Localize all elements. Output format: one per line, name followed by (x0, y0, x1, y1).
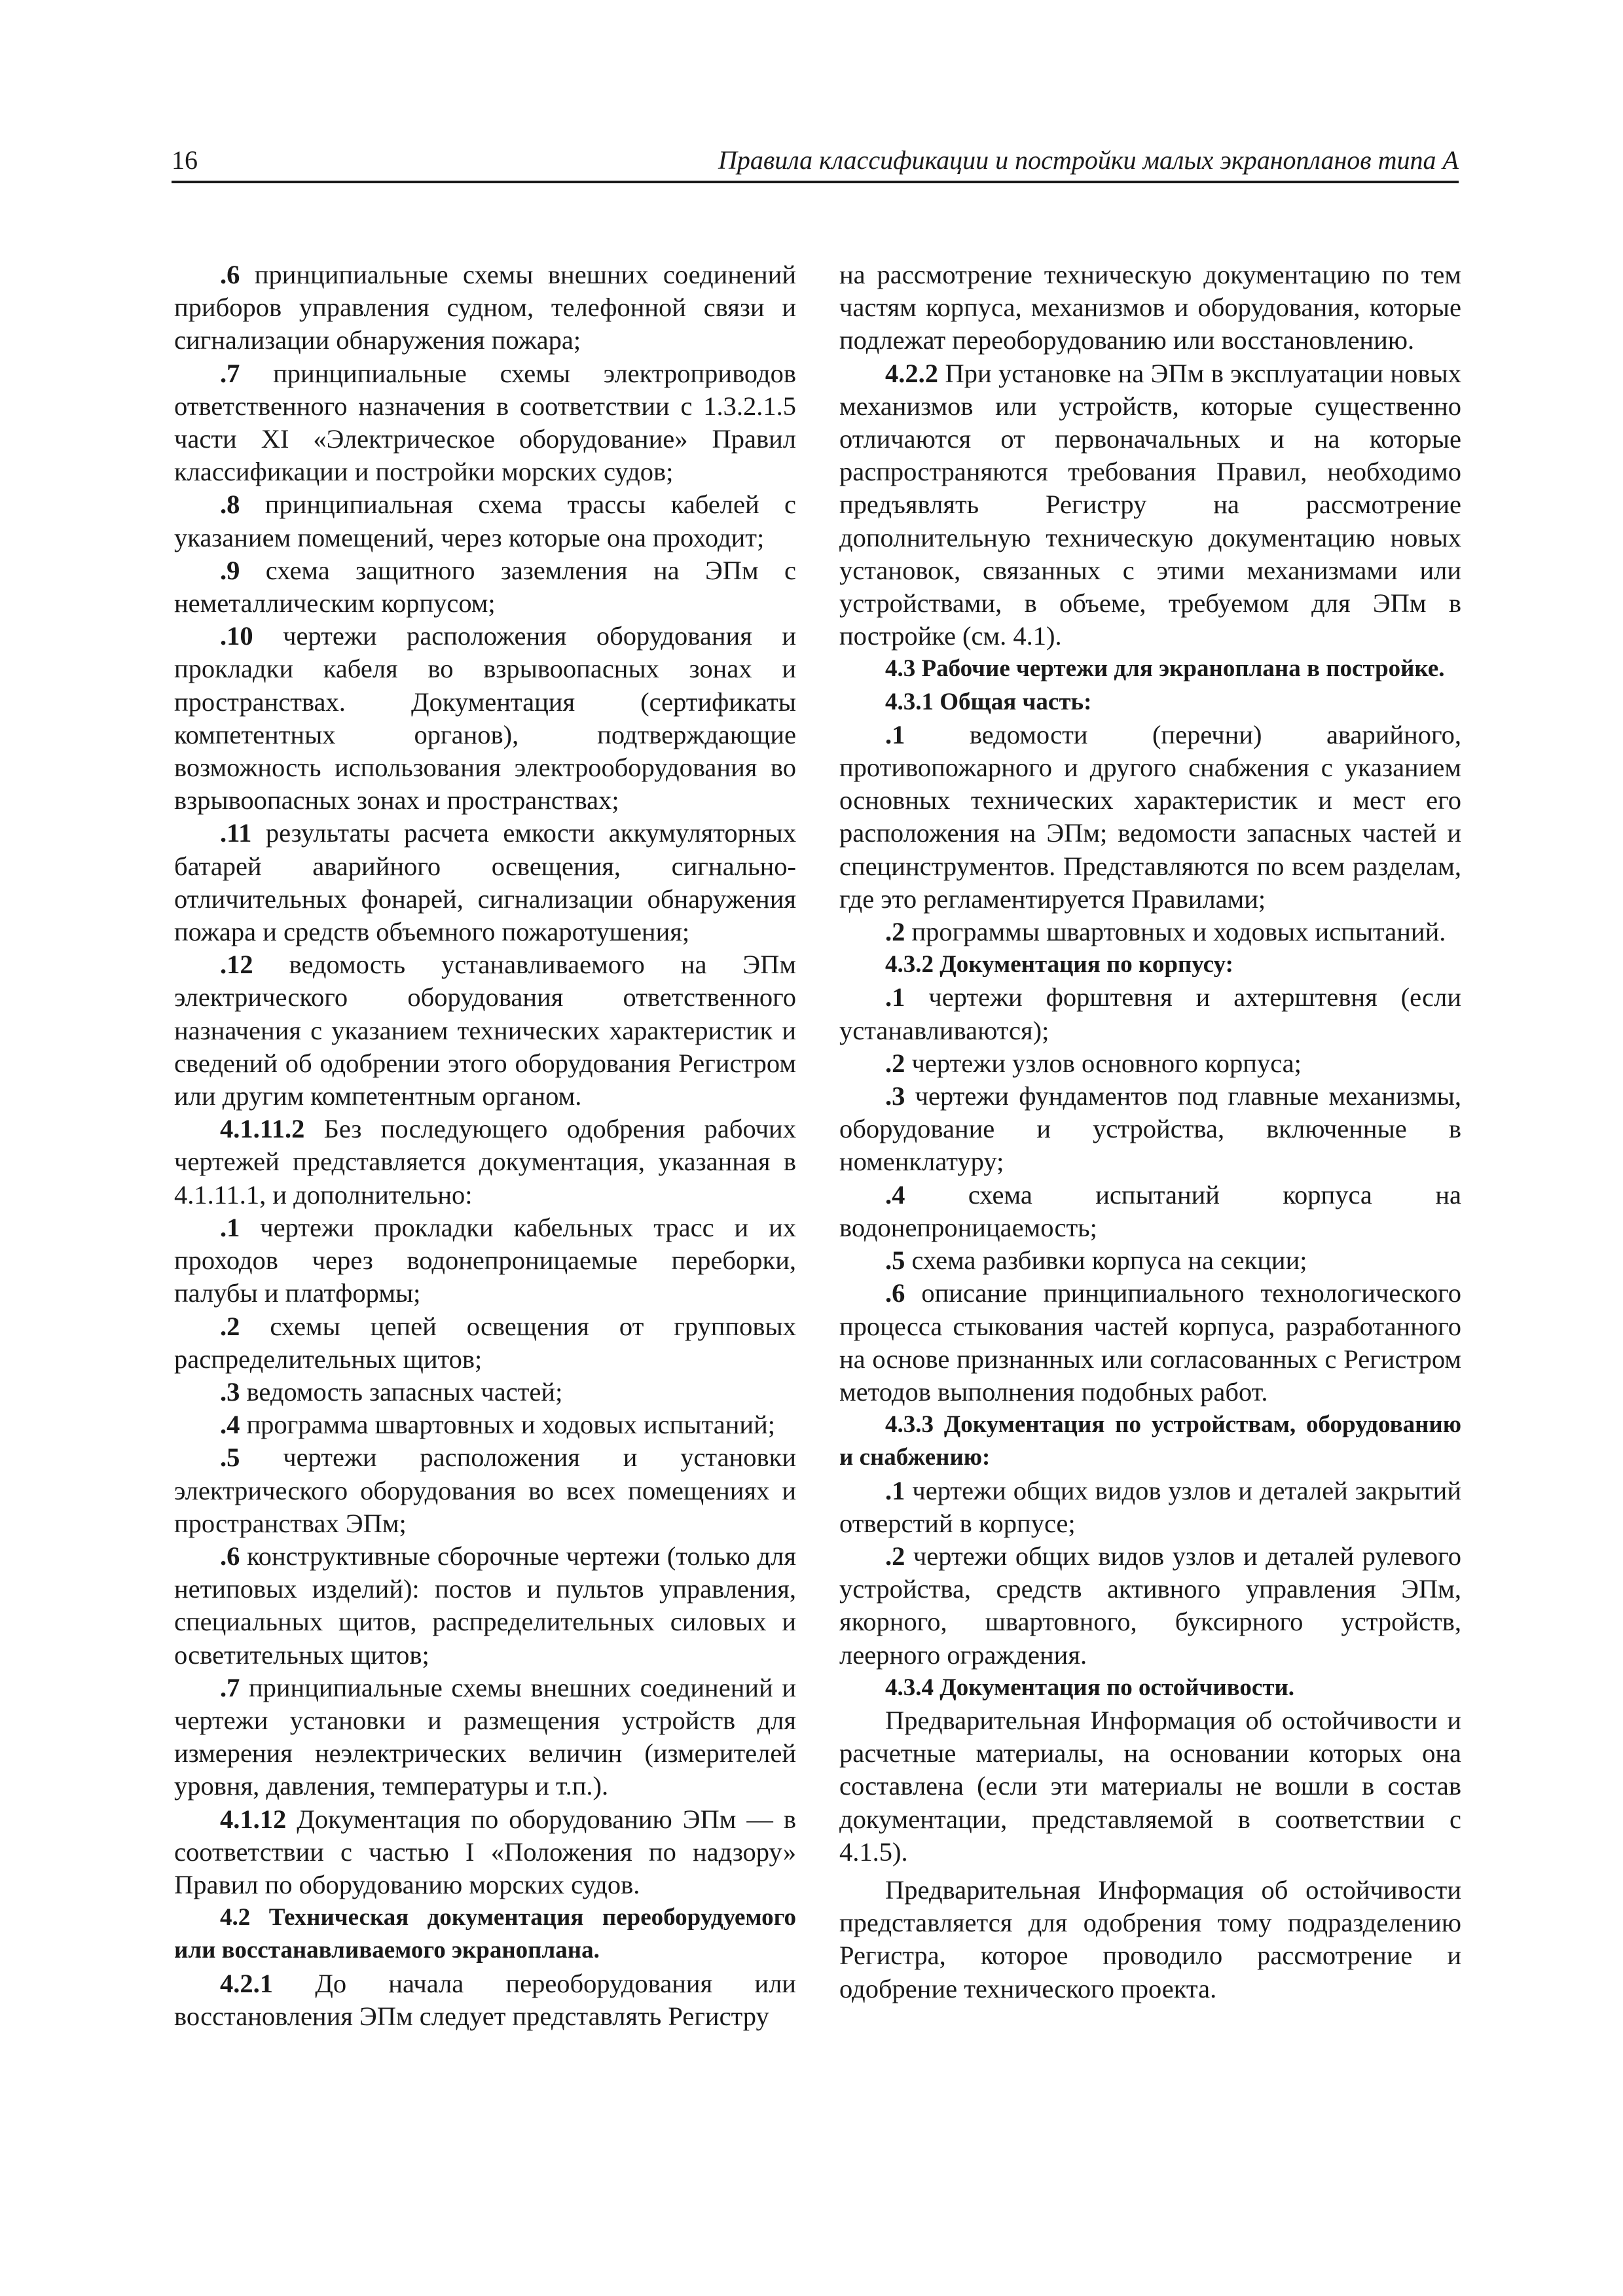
paragraph: Предварительная Информация об остойчивости представляется для одобрения тому подразделению Регистра, которое проводило рассмотрение и одобрение технического проекта. (839, 1874, 1461, 2003)
paragraph: 4.2.2 При установке на ЭПм в эксплуатации новых механизмов или устройств, которые существенно отличаются от первоначальных и на которые распространяются требования Правил, необходимо предъявлять Регистру на рассмотрение дополнительную техническую документацию новых установок, связанных с этими механизмами или устройствами, в объеме, требуемом для ЭПм в постройке (см. 4.1). (839, 358, 1461, 651)
paragraph: .12 ведомость устанавливаемого на ЭПм электрического оборудования ответственного назначения с указанием технических характеристик и сведений об одобрении этого оборудования Регистром или другим компетентным органом. (174, 950, 796, 1111)
paragraph: .1 чертежи прокладки кабельных трасс и их проходов через водонепроницаемые переборки, палубы и платформы; (174, 1212, 796, 1308)
paragraph: Предварительная Информация об остойчивости и расчетные материалы, на основании которых она составлена (если эти материалы не вошли в состав документации, представляемой в соответствии с 4.1.5). (839, 1705, 1461, 1867)
subsection-heading: 4.3.4 Документация по остойчивости. (885, 1674, 1295, 1701)
paragraph: 4.2.1 До начала переоборудования или восстановления ЭПм следует представлять Регистру (174, 1968, 796, 2031)
paragraph: 4.1.11.2 Без последующего одобрения рабочих чертежей представляется документация, указанная в 4.1.11.1, и дополнительно: (174, 1114, 796, 1210)
paragraph: .3 чертежи фундаментов под главные механизмы, оборудование и устройства, включенные в номенклатуру; (839, 1081, 1461, 1177)
paragraph: .2 чертежи общих видов узлов и деталей рулевого устройства, средств активного управления ЭПм, якорного, швартовного, буксирного устройств, леерного ограждения. (839, 1541, 1461, 1670)
paragraph: .6 принципиальные схемы внешних соединений приборов управления судном, телефонной связи и сигнализации обнаружения пожара; (174, 260, 796, 355)
section-heading: 4.2 Техническая документация переоборудуемого или восстанавливаемого экраноплана. (174, 1904, 796, 1964)
paragraph: .6 описание принципиального технологического процесса стыкования частей корпуса, разработанного на основе признанных или согласованных с Регистром методов выполнения подобных работ. (839, 1278, 1461, 1407)
left-column (174, 259, 796, 2033)
paragraph: .1 чертежи форштевня и ахтерштевня (если устанавливаются); (839, 982, 1461, 1045)
paragraph: .11 результаты расчета емкости аккумуляторных батарей аварийного освещения, сигнально-отличительных фонарей, сигнализации обнаружения пожара и средств объемного пожаротушения; (174, 818, 796, 947)
paragraph: .2 чертежи узлов основного корпуса; (885, 1048, 1302, 1078)
running-title: Правила классификации и постройки малых экранопланов типа А (718, 145, 1459, 175)
paragraph: .4 схема испытаний корпуса на водонепроницаемость; (839, 1179, 1461, 1242)
section-heading: 4.3 Рабочие чертежи для экраноплана в постройке. (885, 655, 1445, 683)
paragraph: .2 программы швартовных и ходовых испытаний. (885, 917, 1446, 947)
subsection-heading: 4.3.3 Документация по устройствам, оборудованию и снабжению: (839, 1411, 1461, 1471)
paragraph: на рассмотрение техническую документацию по тем частям корпуса, механизмов и оборудования, которые подлежат переоборудованию или восстановлению. (839, 260, 1461, 355)
paragraph: .2 схемы цепей освещения от групповых распределительных щитов; (174, 1311, 796, 1374)
subsection-heading: 4.3.2 Документация по корпусу: (885, 951, 1233, 978)
paragraph: .3 ведомость запасных частей; (220, 1376, 563, 1407)
paragraph: 4.1.12 Документация по оборудованию ЭПм — в соответствии с частью I «Положения по надзору» Правил по оборудованию морских судов. (174, 1804, 796, 1899)
paragraph: .5 схема разбивки корпуса на секции; (885, 1246, 1307, 1276)
paragraph: .7 принципиальные схемы внешних соединений и чертежи установки и размещения устройств для измерения неэлектрических величин (измерителей уровня, давления, температуры и т.п.). (174, 1672, 796, 1801)
paragraph: .7 принципиальные схемы электроприводов ответственного назначения в соответствии с 1.3.2.1.5 части XI «Электрическое оборудование» Правил классификации и постройки морских судов; (174, 358, 796, 487)
paragraph: .5 чертежи расположения и установки электрического оборудования во всех помещениях и пространствах ЭПм; (174, 1443, 796, 1538)
subsection-heading: 4.3.1 Общая часть: (885, 688, 1092, 715)
paragraph: .9 схема защитного заземления на ЭПм с неметаллическим корпусом; (174, 555, 796, 619)
paragraph: .8 принципиальная схема трассы кабелей с указанием помещений, через которые она проходит; (174, 490, 796, 552)
page-number: 16 (172, 145, 198, 175)
page-header (172, 143, 1459, 183)
right-column (839, 259, 1461, 2005)
paragraph: .10 чертежи расположения оборудования и прокладки кабеля во взрывоопасных зонах и пространствах. Документация (сертификаты компетентных органов), подтверждающие возможность использования электрооборудования во взрывоопасных зонах и пространствах; (174, 621, 796, 816)
paragraph: .4 программа швартовных и ходовых испытаний; (220, 1410, 775, 1440)
paragraph: .6 конструктивные сборочные чертежи (только для нетиповых изделий): постов и пультов управления, специальных щитов, распределительных силовых и осветительных щитов; (174, 1541, 796, 1670)
paragraph: .1 ведомости (перечни) аварийного, противопожарного и другого снабжения с указанием основных технических характеристик и мест его расположения на ЭПм; ведомости запасных частей и специнструментов. Представляются по всем разделам, где это регламентируется Правилами; (839, 719, 1461, 914)
paragraph: .1 чертежи общих видов узлов и деталей закрытий отверстий в корпусе; (839, 1475, 1461, 1538)
